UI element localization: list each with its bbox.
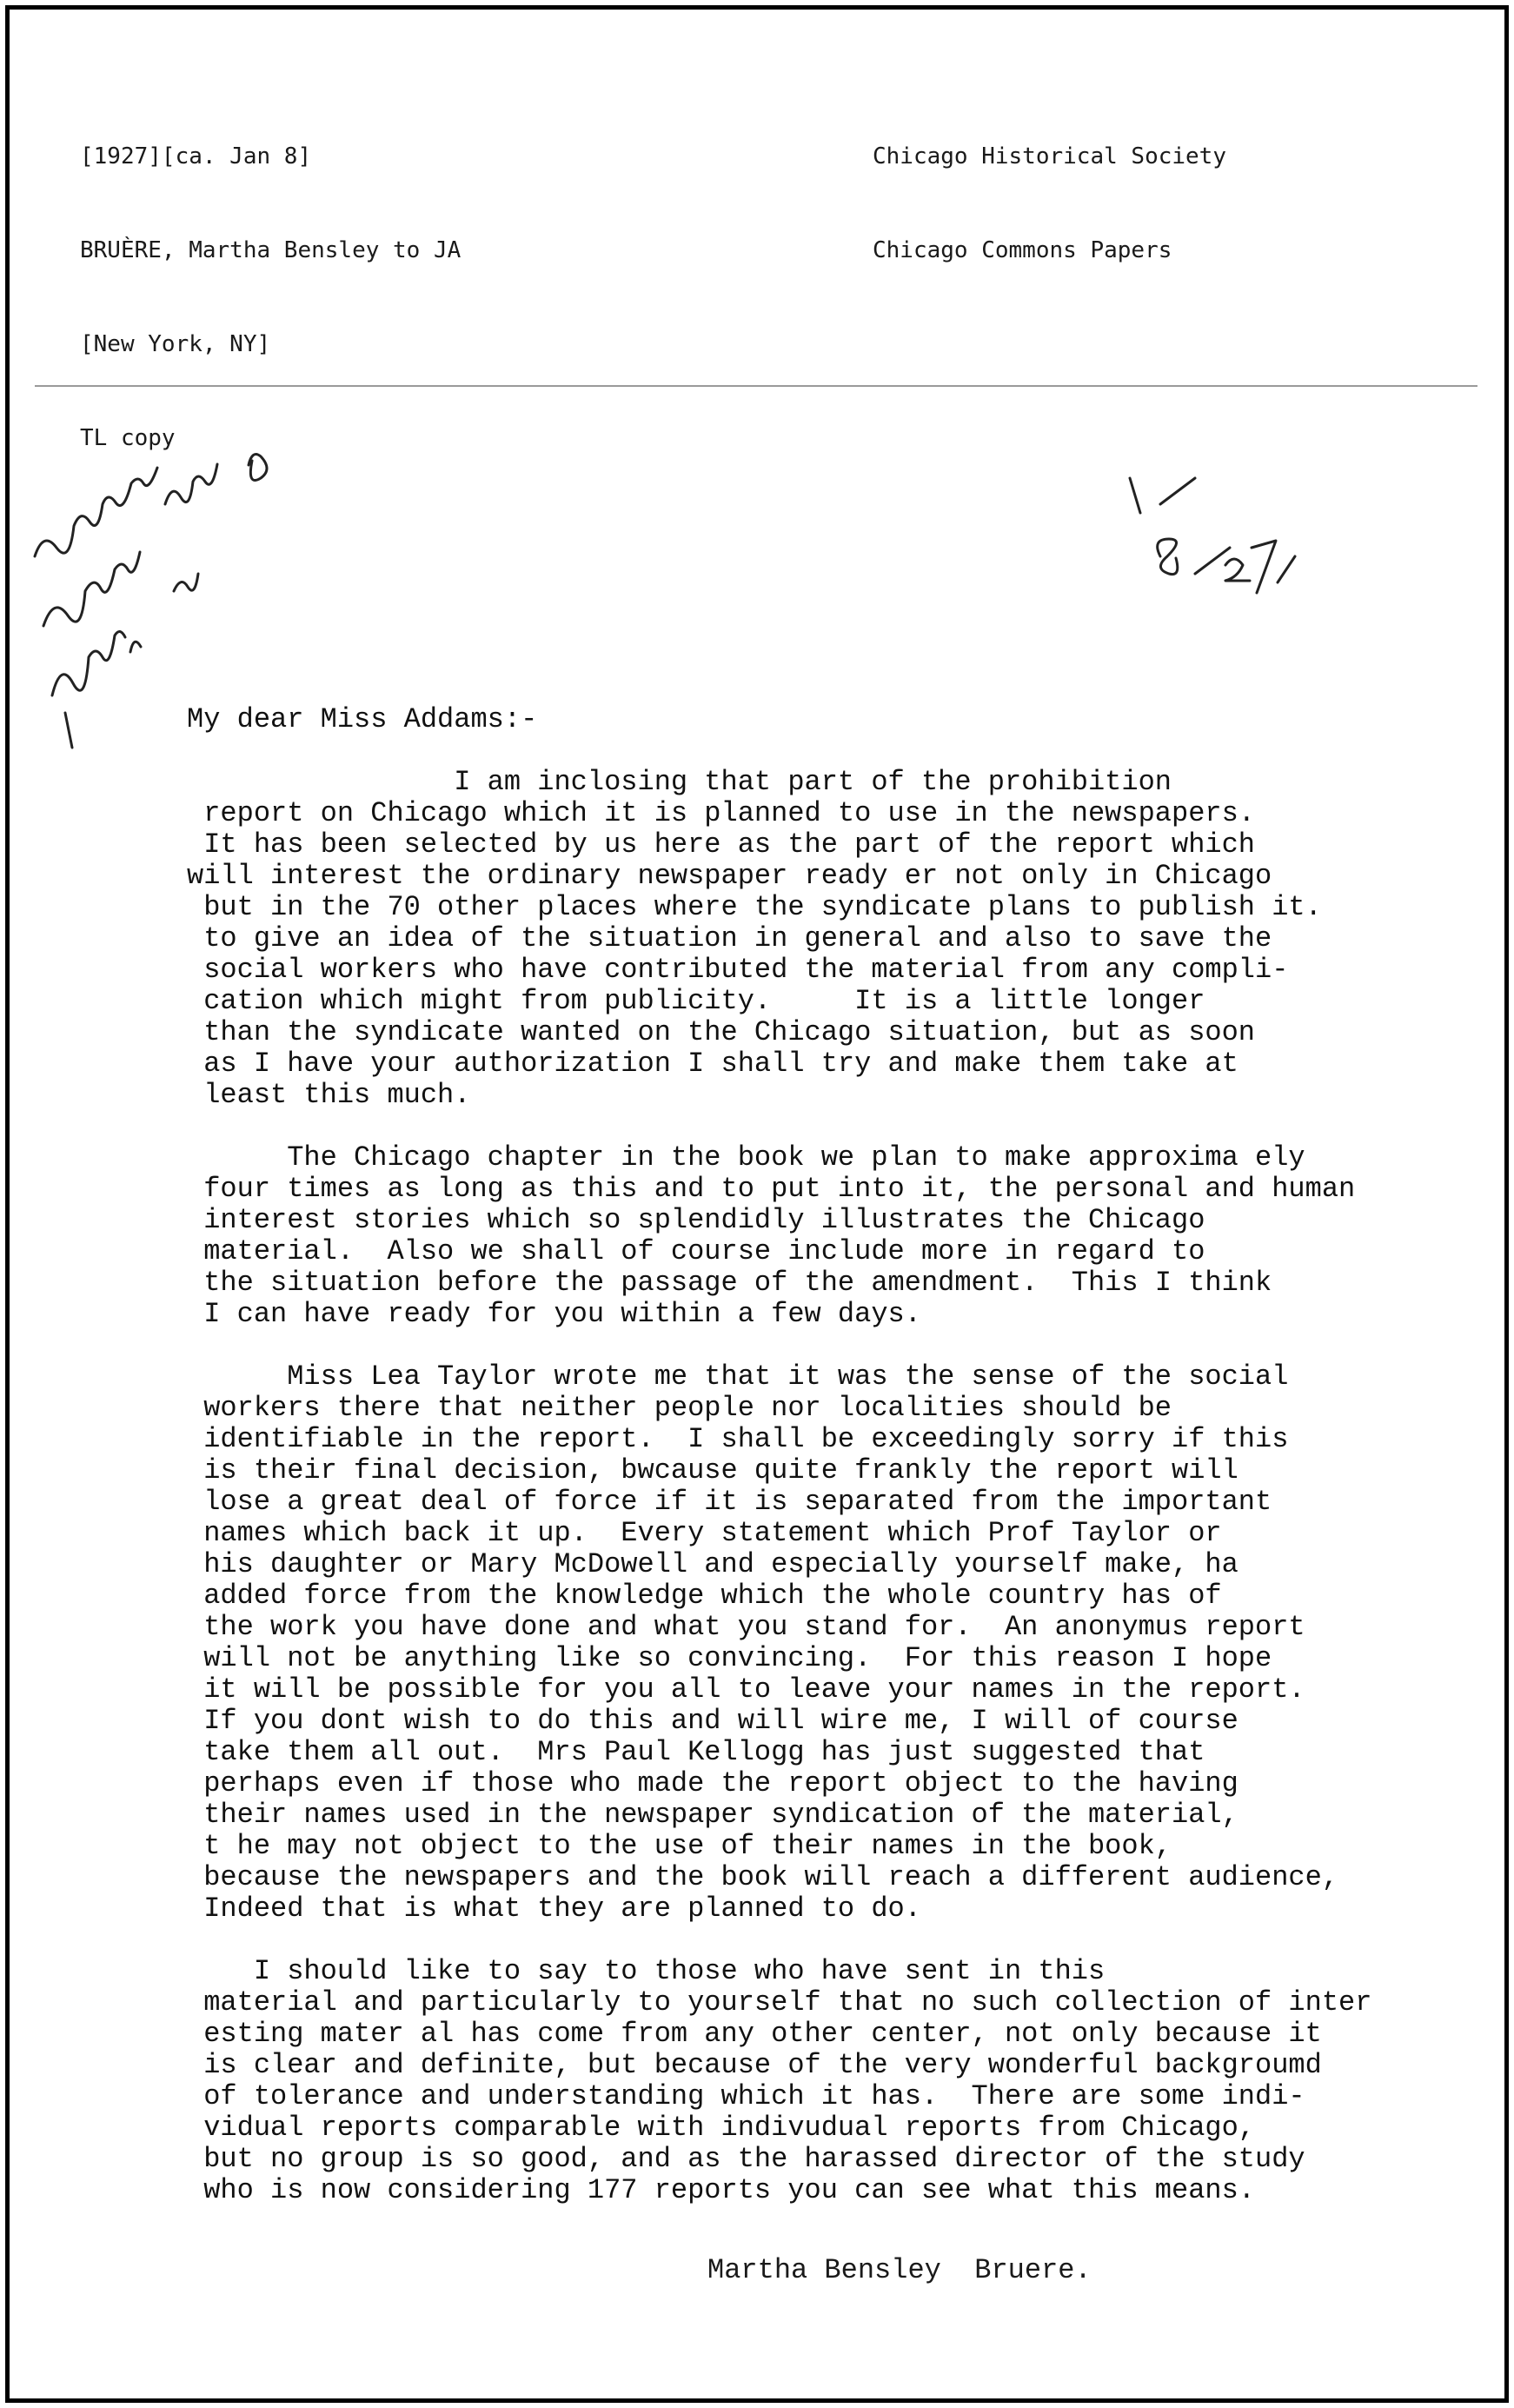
text-line: who is now considering 177 reports you can see what this means. — [187, 2174, 1255, 2206]
text-line: as I have your authorization I shall try and make them take at — [187, 1048, 1238, 1080]
citation-format: TL copy — [80, 425, 176, 451]
text-line: If you dont wish to do this and will wire me, I will of course — [187, 1705, 1238, 1737]
archive-collection: Chicago Commons Papers — [873, 237, 1172, 263]
text-line: to give an idea of the situation in general and also to save the — [187, 922, 1272, 955]
paragraph-4 — [187, 1956, 1473, 2206]
text-line: The Chicago chapter in the book we plan to make approxima ely — [187, 1141, 1305, 1174]
text-line: four times as long as this and to put into it, the personal and human — [187, 1173, 1356, 1205]
text-line: esting mater al has come from any other center, not only because it — [187, 2018, 1322, 2050]
citation-date: [1927][ca. Jan 8] — [80, 143, 312, 170]
text-line: t he may not object to the use of their names in the book, — [187, 1830, 1172, 1862]
text-line: but no group is so good, and as the harassed director of the study — [187, 2143, 1305, 2175]
text-line: is their final decision, bwcause quite frankly the report will — [187, 1454, 1238, 1487]
text-line: Indeed that is what they are planned to do. — [187, 1892, 921, 1925]
text-line: interest stories which so splendidly illustrates the Chicago — [187, 1204, 1205, 1236]
text-line: take them all out. Mrs Paul Kellogg has just suggested that — [187, 1736, 1205, 1768]
text-line: social workers who have contributed the material from any compli- — [187, 954, 1289, 986]
archive-institution: Chicago Historical Society — [873, 143, 1226, 170]
text-line: will not be anything like so convincing. For this reason I hope — [187, 1642, 1272, 1674]
text-line: It has been selected by us here as the part of the report which — [187, 828, 1255, 861]
text-line: material. Also we shall of course include more in regard to — [187, 1235, 1205, 1267]
citation-correspondents: BRUÈRE, Martha Bensley to JA — [80, 237, 462, 263]
text-line: of tolerance and understanding which it has. There are some indi- — [187, 2080, 1305, 2112]
text-line: identifiable in the report. I shall be exceedingly sorry if this — [187, 1423, 1289, 1455]
text-line: but in the 70 other places where the syndicate plans to publish it. — [187, 891, 1322, 923]
text-line: workers there that neither people nor localities should be — [187, 1392, 1172, 1424]
text-line: the situation before the passage of the amendment. This I think — [187, 1267, 1272, 1299]
text-line: lose a great deal of force if it is separated from the important — [187, 1486, 1272, 1518]
header-divider — [35, 385, 1477, 387]
text-line: I can have ready for you within a few days. — [187, 1298, 921, 1330]
text-line: I should like to say to those who have sent in this — [187, 1955, 1106, 1987]
text-line: least this much. — [187, 1079, 471, 1111]
archive-source-header — [873, 78, 1226, 297]
text-line: their names used in the newspaper syndication of the material, — [187, 1799, 1238, 1831]
text-line: names which back it up. Every statement which Prof Taylor or — [187, 1517, 1222, 1549]
text-line: the work you have done and what you stand for. An anonymus report — [187, 1611, 1305, 1643]
text-line: material and particularly to yourself that no such collection of inter — [187, 1986, 1372, 2019]
text-line: will interest the ordinary newspaper ready er not only in Chicago — [187, 860, 1272, 892]
text-line: I am inclosing that part of the prohibition — [187, 766, 1172, 798]
text-line: added force from the knowledge which the whole country has of — [187, 1580, 1222, 1612]
text-line: it will be possible for you all to leave your names in the report. — [187, 1673, 1305, 1706]
paragraph-2 — [187, 1142, 1473, 1330]
text-line: because the newspapers and the book will reach a different audience, — [187, 1861, 1339, 1893]
paragraph-1 — [187, 767, 1473, 1111]
text-line: cation which might from publicity. It is a little longer — [187, 985, 1205, 1017]
paragraph-3 — [187, 1361, 1473, 1925]
signature: Martha Bensley Bruere. — [707, 2254, 1092, 2286]
text-line: vidual reports comparable with indivudual reports from Chicago, — [187, 2112, 1255, 2144]
text-line: than the syndicate wanted on the Chicago situation, but as soon — [187, 1016, 1255, 1048]
text-line: is clear and definite, but because of the very wonderful backgroumd — [187, 2049, 1322, 2081]
text-line: perhaps even if those who made the report object to the having — [187, 1767, 1238, 1799]
citation-place: [New York, NY] — [80, 331, 271, 357]
text-line: his daughter or Mary McDowell and especially yourself make, ha — [187, 1548, 1238, 1580]
text-line: report on Chicago which it is planned to use in the newspapers. — [187, 797, 1255, 829]
letter-body — [187, 704, 1473, 2206]
salutation: My dear Miss Addams:- — [187, 703, 538, 735]
handwritten-date-note — [1112, 461, 1304, 617]
text-line: Miss Lea Taylor wrote me that it was the sense of the social — [187, 1360, 1289, 1393]
